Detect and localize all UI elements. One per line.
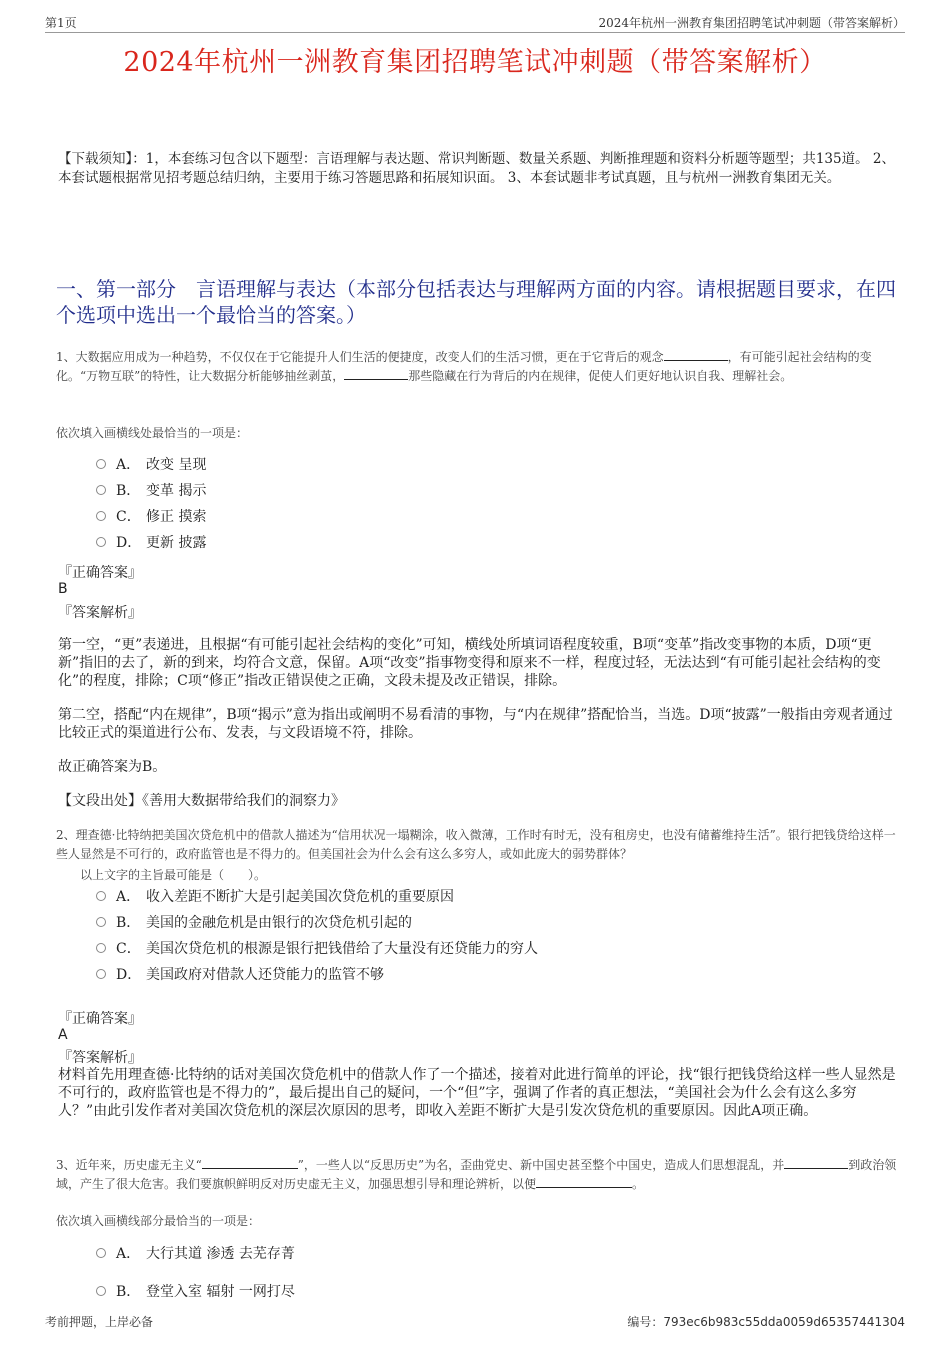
option-a[interactable]: A． 大行其道 渗透 去芜存菁 bbox=[96, 1241, 295, 1267]
radio-icon[interactable] bbox=[96, 537, 106, 547]
section-title: 一、第一部分 言语理解与表达（本部分包括表达与理解两方面的内容。请根据题目要求，在四个选项中选出一个最恰当的答案。） bbox=[56, 277, 896, 327]
analysis-paragraph: 材料首先用理查德·比特纳的话对美国次贷危机中的借款人作了一个描述，接着对此进行简单的评论，找“银行把钱贷给这样一些人显然是不可行的，政府监管也是不得力的”，最后提出自己的疑问，一个“但”字，强调了作者的真正想法，“美国社会为什么会有这么多穷人？”由此引发作者对美国次贷危机的深层次原因的思考，即收入差距不断扩大是引发次贷危机的重要原因。因此A项正确。 bbox=[58, 1067, 896, 1119]
header-doc-title: 2024年杭州一洲教育集团招聘笔试冲刺题（带答案解析） bbox=[598, 16, 905, 30]
analysis-paragraph: 第二空，搭配“内在规律”，B项“揭示”意为指出或阐明不易看清的事物，与“内在规律”搭配恰当，当选。D项“披露”一般指由旁观者通过比较正式的渠道进行公布、发表，与文段语境不符，排除。 bbox=[58, 707, 893, 741]
correct-answer-label: 『正确答案』 bbox=[58, 565, 142, 581]
question-3-options bbox=[96, 1241, 295, 1305]
fill-blank bbox=[664, 348, 728, 361]
option-a[interactable]: A． 改变 呈现 bbox=[96, 452, 206, 478]
correct-answer-value: B bbox=[58, 581, 68, 597]
question-1-prompt: 依次填入画横线处最恰当的一项是： bbox=[56, 426, 249, 440]
download-notice: 【下载须知】：1，本套练习包含以下题型：言语理解与表达题、常识判断题、数量关系题、判断推理题和资料分析题等题型；共135道。 2、本套试题根据常见招考题总结归纳，主要用于练习答题思路和拓展知识面。 3、本套试题非考试真题，且与杭州一洲教育集团无关。 bbox=[58, 151, 895, 186]
question-1-options bbox=[96, 452, 206, 556]
radio-icon[interactable] bbox=[96, 943, 106, 953]
correct-answer-label: 『正确答案』 bbox=[58, 1011, 142, 1027]
radio-icon[interactable] bbox=[96, 511, 106, 521]
option-b[interactable]: B． 登堂入室 辐射 一网打尽 bbox=[96, 1279, 295, 1305]
option-c[interactable]: C． 美国次贷危机的根源是银行把钱借给了大量没有还贷能力的穷人 bbox=[96, 936, 538, 962]
question-2-text: 2、理查德·比特纳把美国次贷危机中的借款人描述为“信用状况一塌糊涂，收入微薄，工作时有时无，没有租房史，也没有储蓄维持生活”。银行把钱贷给这样一些人显然是不可行的，政府监管也是不得力的。但美国社会为什么会有这么多穷人，或如此庞大的弱势群体？ bbox=[56, 828, 896, 861]
radio-icon[interactable] bbox=[96, 485, 106, 495]
analysis-paragraph: 第一空，“更”表递进，且根据“有可能引起社会结构的变化”可知，横线处所填词语程度较重，B项“变革”指改变事物的本质，D项“更新”指旧的去了，新的到来，均符合文意，保留。A项“改变”指事物变得和原来不一样，程度过轻，无法达到“有可能引起社会结构的变化”的程度，排除；C项“修正”指改正错误使之正确，文段未提及改正错误，排除。 bbox=[58, 637, 881, 689]
radio-icon[interactable] bbox=[96, 1286, 106, 1296]
analysis-conclusion: 故正确答案为B。 bbox=[58, 759, 167, 775]
fill-blank bbox=[344, 367, 408, 380]
option-d[interactable]: D． 更新 披露 bbox=[96, 530, 206, 556]
analysis-label: 『答案解析』 bbox=[58, 605, 142, 621]
question-2-prompt: 以上文字的主旨最可能是（ ）。 bbox=[80, 868, 267, 882]
radio-icon[interactable] bbox=[96, 969, 106, 979]
radio-icon[interactable] bbox=[96, 459, 106, 469]
correct-answer-value: A bbox=[58, 1027, 68, 1043]
fill-blank bbox=[536, 1175, 632, 1188]
option-b[interactable]: B． 美国的金融危机是由银行的次贷危机引起的 bbox=[96, 910, 538, 936]
radio-icon[interactable] bbox=[96, 1248, 106, 1258]
option-b[interactable]: B． 变革 揭示 bbox=[96, 478, 206, 504]
radio-icon[interactable] bbox=[96, 917, 106, 927]
analysis-label: 『答案解析』 bbox=[58, 1050, 142, 1066]
text-source: 【文段出处】《善用大数据带给我们的洞察力》 bbox=[58, 793, 345, 809]
fill-blank bbox=[202, 1156, 298, 1169]
page-title: 2024年杭州一洲教育集团招聘笔试冲刺题（带答案解析） bbox=[123, 47, 827, 78]
footer-slogan: 考前押题，上岸必备 bbox=[45, 1315, 154, 1329]
option-a[interactable]: A． 收入差距不断扩大是引起美国次贷危机的重要原因 bbox=[96, 884, 538, 910]
page-number: 第1页 bbox=[45, 16, 77, 30]
page-header bbox=[45, 14, 905, 33]
fill-blank bbox=[784, 1156, 848, 1169]
footer-code: 编号：793ec6b983c55dda0059d65357441304 bbox=[627, 1315, 905, 1329]
option-d[interactable]: D． 美国政府对借款人还贷能力的监管不够 bbox=[96, 962, 538, 988]
radio-icon[interactable] bbox=[96, 891, 106, 901]
question-3-prompt: 依次填入画横线部分最恰当的一项是： bbox=[56, 1214, 261, 1228]
option-c[interactable]: C． 修正 摸索 bbox=[96, 504, 206, 530]
question-3-text: 3、近年来，历史虚无主义“ ”，一些人以“反思历史”为名，歪曲党史、新中国史甚至整个中国史，造成人们思想混乱，并 到政治领域，产生了很大危害。我们要旗帜鲜明反对历史虚无主义，加强思想引导和理论辨析，以便 。 bbox=[56, 1158, 897, 1191]
question-2-options bbox=[96, 884, 538, 988]
question-1-text: 1、大数据应用成为一种趋势，不仅仅在于它能提升人们生活的便捷度，改变人们的生活习惯，更在于它背后的观念 ，有可能引起社会结构的变化。“万物互联”的特性，让大数据分析能够抽丝剥茧， 那些隐藏在行为背后的内在规律，促使人们更好地认识自我、理解社会。 bbox=[56, 350, 872, 383]
